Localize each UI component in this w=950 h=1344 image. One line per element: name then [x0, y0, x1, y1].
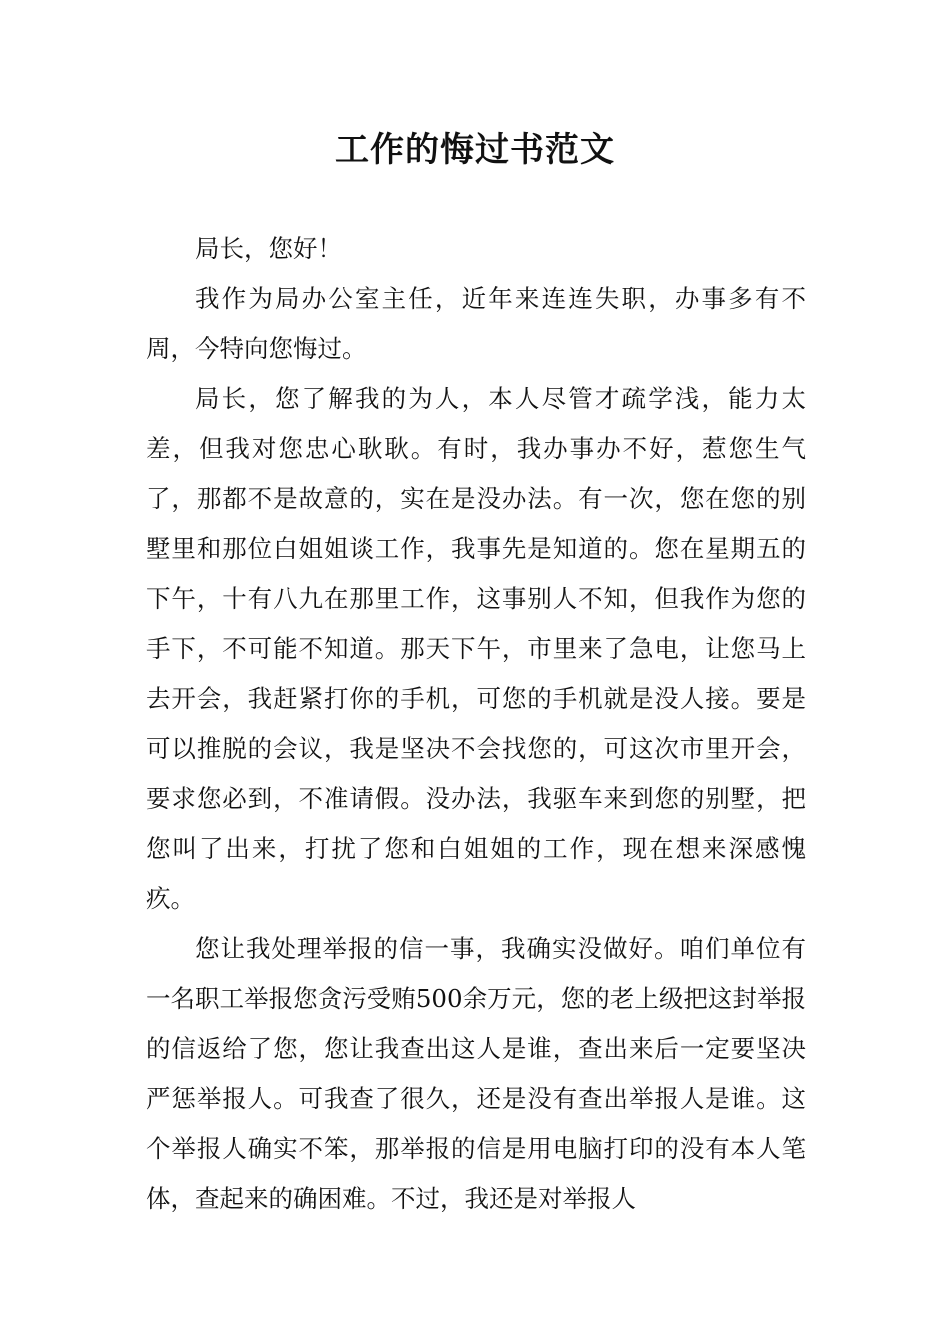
- paragraph-villa-incident: 局长，您了解我的为人，本人尽管才疏学浅，能力太差，但我对您忠心耿耿。有时，我办事办不好，惹您生气了，那都不是故意的，实在是没办法。有一次，您在您的别墅里和那位白姐姐谈工作，我事先是知道的。您在星期五的下午，十有八九在那里工作，这事别人不知，但我作为您的手下，不可能不知道。那天下午，市里来了急电，让您马上去开会，我赶紧打你的手机，可您的手机就是没人接。要是可以推脱的会议，我是坚决不会找您的，可这次市里开会，要求您必到，不准请假。没办法，我驱车来到您的别墅，把您叫了出来，打扰了您和白姐姐的工作，现在想来深感愧疚。: [146, 384, 806, 913]
- paragraph-intro: 我作为局办公室主任，近年来连连失职，办事多有不周，今特向您悔过。: [146, 284, 806, 363]
- paragraph-greeting: 局长，您好！: [195, 234, 342, 263]
- paragraph-report-letter: 您让我处理举报的信一事，我确实没做好。咱们单位有一名职工举报您贪污受贿500余万元，您的老上级把这封举报的信返给了您，您让我查出这人是谁，查出来后一定要坚决严惩举报人。可我查了很久，还是没有查出举报人是谁。这个举报人确实不笨，那举报的信是用电脑打印的没有本人笔体，查起来的确困难。不过，我还是对举报人: [146, 934, 806, 1213]
- document-body: [146, 224, 806, 1224]
- document-title: 工作的悔过书范文: [335, 130, 615, 170]
